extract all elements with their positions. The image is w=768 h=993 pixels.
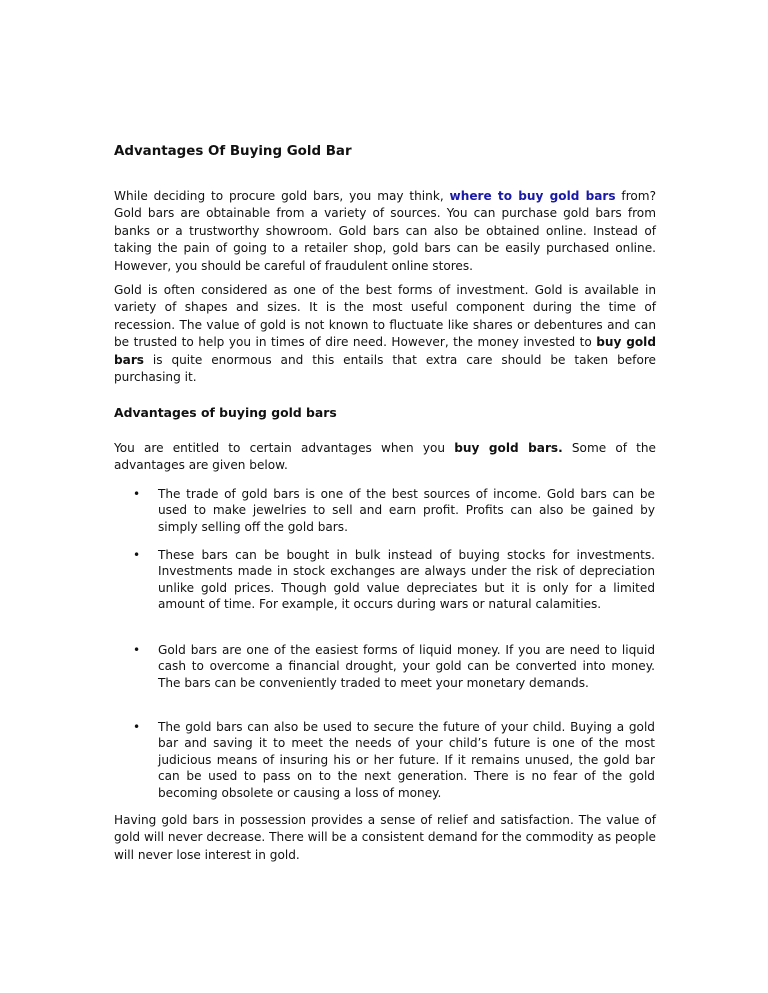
where-to-buy-gold-bars-link[interactable]: where to buy gold bars	[449, 189, 616, 203]
investment-text-start: Gold is often considered as one of the best forms of investment. Gold is available in variety of shapes and sizes. It is the most useful component during the time of recession. The value of gold is not known to fluctuate like shares or debentures and can be trusted to help you in times of dire need. However, the money invested to	[114, 283, 656, 350]
bullet-icon: •	[133, 548, 141, 562]
buy-gold-bars-keyword: buy gold bars	[114, 335, 656, 367]
intro-text-start: While deciding to procure gold bars, you may think,	[114, 189, 450, 203]
intro-text-end: from? Gold bars are obtainable from a variety of sources. You can purchase gold bars from banks or a trustworthy showroom. Gold bars can also be obtained online. Instead of taking the pain of going to a retailer shop, gold bars can be easily purchased online. However, you should be careful of fraudulent online stores.	[114, 189, 656, 273]
list-item-text: The trade of gold bars is one of the best sources of income. Gold bars can be used to make jewelries to sell and earn profit. Profits can also be gained by simply selling off the gold bars.	[158, 487, 655, 534]
bullet-icon: •	[133, 720, 141, 734]
section-heading: Advantages of buying gold bars	[114, 405, 337, 420]
investment-paragraph	[114, 282, 656, 386]
investment-text-end: is quite enormous and this entails that extra care should be taken before purchasing it.	[114, 352, 656, 385]
list-item-text: These bars can be bought in bulk instead of buying stocks for investments. Investments made in stock exchanges are always under the risk of depreciation unlike gold prices. Though gold value depreciates but it is only for a limited amount of time. For example, it occurs during wars or natural calamities.	[158, 548, 655, 612]
advantages-intro-paragraph	[114, 440, 656, 475]
buy-gold-bars-keyword-2: buy gold bars.	[454, 441, 563, 455]
list-item-text: The gold bars can also be used to secure the future of your child. Buying a gold bar and saving it to meet the needs of your child’s future is one of the most judicious means of insuring his or her future. If it remains unused, the gold bar can be used to pass on to the next generation. There is no fear of the gold becoming obsolete or causing a loss of money.	[158, 720, 655, 800]
advantages-intro-end: Some of the advantages are given below.	[114, 441, 656, 473]
bullet-icon: •	[133, 487, 141, 501]
intro-paragraph	[114, 188, 656, 275]
list-item-text: Gold bars are one of the easiest forms of liquid money. If you are need to liquid cash to overcome a financial drought, your gold can be converted into money. The bars can be conveniently traded to meet your monetary demands.	[158, 643, 655, 690]
conclusion-paragraph: Having gold bars in possession provides a sense of relief and satisfaction. The value of gold will never decrease. There will be a consistent demand for the commodity as people will never lose interest in gold.	[114, 813, 656, 862]
advantages-intro-start: You are entitled to certain advantages when you	[114, 441, 455, 455]
bullet-icon: •	[133, 643, 141, 657]
page-title: Advantages Of Buying Gold Bar	[114, 144, 352, 159]
